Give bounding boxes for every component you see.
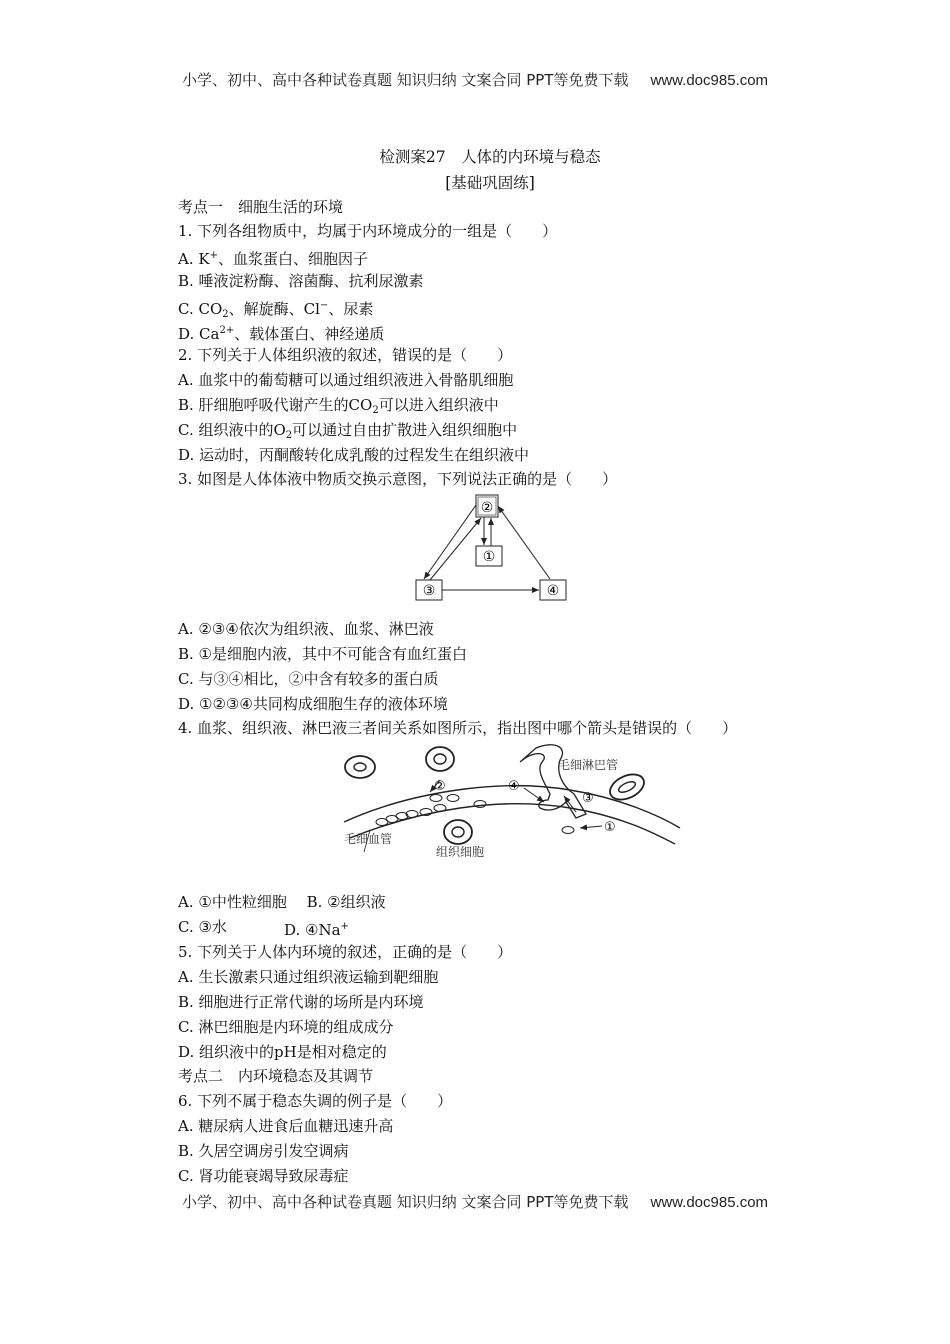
question-6-stem: 6. 下列不属于稳态失调的例子是（ ） — [178, 1092, 453, 1110]
q1c-pre: C. CO — [178, 300, 223, 318]
question-3-stem: 3. 如图是人体体液中物质交换示意图，下列说法正确的是（ ） — [178, 470, 618, 488]
blood-cell — [447, 795, 459, 802]
question-2-option-d: D. 运动时，丙酮酸转化成乳酸的过程发生在组织液中 — [178, 446, 530, 464]
question-1-stem: 1. 下列各组物质中，均属于内环境成分的一组是（ ） — [178, 222, 558, 240]
q1d-pre: D. Ca — [178, 325, 220, 343]
q1d-sup: 2+ — [219, 325, 235, 336]
arrow-4-to-2 — [498, 506, 550, 579]
question-6-option-c: C. 肾功能衰竭导致尿毒症 — [178, 1167, 349, 1185]
tissue-cell — [345, 756, 375, 778]
blood-cell — [430, 795, 442, 802]
q1a-pre: A. K — [178, 250, 210, 268]
section-heading-1: 考点一 细胞生活的环境 — [178, 198, 344, 216]
footer-text: 小学、初中、高中各种试卷真题 知识归纳 文案合同 PPT等免费下载 — [181, 1193, 629, 1211]
question-5-option-c: C. 淋巴细胞是内环境的组成成分 — [178, 1018, 394, 1036]
q4d-sup: + — [340, 921, 349, 932]
question-2-option-b — [178, 395, 499, 421]
question-5-option-d: D. 组织液中的pH是相对稳定的 — [178, 1043, 387, 1061]
page-subtitle: [基础巩固练] — [445, 174, 535, 192]
question-6-option-a: A. 糖尿病人进食后血糖迅速升高 — [178, 1117, 394, 1135]
q1c-sup: − — [319, 300, 329, 311]
arrow-1 — [580, 826, 602, 828]
blood-cell — [474, 801, 486, 808]
q2b-post: 可以进入组织液中 — [378, 396, 499, 414]
blood-cell — [562, 827, 574, 834]
question-3-option-d: D. ①②③④共同构成细胞生存的液体环境 — [178, 695, 448, 713]
q2c-post: 可以通过自由扩散进入组织细胞中 — [292, 421, 518, 439]
q2c-sub: 2 — [285, 430, 293, 441]
question-4-option-c: C. ③水 — [178, 918, 227, 936]
q1c-post: 、尿素 — [328, 300, 374, 318]
fluid-exchange-diagram — [400, 490, 590, 610]
blood-cell — [434, 805, 446, 812]
question-1-option-a — [178, 246, 368, 269]
label-2: ② — [480, 500, 494, 516]
page-title: 检测案27 人体的内环境与稳态 — [379, 148, 601, 166]
arrow-3-to-2 — [430, 518, 481, 580]
fig-label-4: ④ — [508, 779, 520, 794]
q1d-post: 、载体蛋白、神经递质 — [234, 325, 385, 343]
q1c-mid: 、解旋酶、Cl — [228, 300, 320, 318]
fig-label-3: ③ — [582, 791, 594, 806]
label-3: ③ — [422, 583, 436, 599]
question-6-option-b: B. 久居空调房引发空调病 — [178, 1142, 349, 1160]
label-1: ① — [482, 549, 496, 565]
q1a-post: 、血浆蛋白、细胞因子 — [217, 250, 368, 268]
question-1-option-b: B. 唾液淀粉酶、溶菌酶、抗利尿激素 — [178, 272, 424, 290]
question-4-options-ab: A. ①中性粒细胞 B. ②组织液 — [178, 893, 386, 911]
question-3-option-c: C. 与③④相比，②中含有较多的蛋白质 — [178, 670, 439, 688]
tissue-cell-label: 组织细胞 — [436, 845, 485, 859]
question-5-option-a: A. 生长激素只通过组织液运输到靶细胞 — [178, 968, 439, 986]
body-fluid-diagram — [330, 742, 700, 870]
fig-label-2: ② — [434, 779, 446, 794]
capillary-lower-wall — [350, 804, 675, 844]
header-url[interactable]: www.doc985.com — [650, 72, 769, 89]
question-4-option-d — [284, 917, 349, 940]
question-5-stem: 5. 下列关于人体内环境的叙述，正确的是（ ） — [178, 943, 513, 961]
lymph-capillary-label: 毛细淋巴管 — [558, 758, 619, 772]
lymph-capillary — [520, 745, 586, 818]
question-2-option-a: A. 血浆中的葡萄糖可以通过组织液进入骨骼肌细胞 — [178, 371, 514, 389]
question-2-stem: 2. 下列关于人体组织液的叙述，错误的是（ ） — [178, 346, 513, 364]
arrow-2-to-3 — [424, 505, 476, 579]
fig-label-1: ① — [604, 820, 616, 835]
question-3-option-a: A. ②③④依次为组织液、血浆、淋巴液 — [178, 620, 434, 638]
arrow-4 — [524, 788, 544, 802]
footer-url[interactable]: www.doc985.com — [650, 1194, 769, 1211]
label-4: ④ — [546, 583, 560, 599]
question-1-option-d — [178, 321, 384, 344]
q1a-sup: + — [209, 250, 218, 261]
question-3-option-b: B. ①是细胞内液，其中不可能含有血红蛋白 — [178, 645, 468, 663]
capillary-label: 毛细血管 — [344, 832, 393, 846]
q2b-sub: 2 — [372, 405, 379, 416]
blood-cell — [406, 811, 418, 818]
page-footer — [0, 1191, 950, 1212]
question-2-option-c — [178, 420, 517, 446]
q1c-sub: 2 — [222, 309, 229, 320]
section-heading-2: 考点二 内环境稳态及其调节 — [178, 1067, 374, 1085]
q2b-pre: B. 肝细胞呼吸代谢产生的CO — [178, 396, 373, 414]
tissue-cell — [426, 747, 454, 771]
q4d-pre: D. ④Na — [284, 921, 341, 939]
question-5-option-b: B. 细胞进行正常代谢的场所是内环境 — [178, 993, 424, 1011]
header-text: 小学、初中、高中各种试卷真题 知识归纳 文案合同 PPT等免费下载 — [181, 71, 629, 89]
page-header — [0, 69, 950, 90]
tissue-cell — [444, 820, 472, 844]
q2c-pre: C. 组织液中的O — [178, 421, 286, 439]
question-4-stem: 4. 血浆、组织液、淋巴液三者间关系如图所示，指出图中哪个箭头是错误的（ ） — [178, 719, 738, 737]
